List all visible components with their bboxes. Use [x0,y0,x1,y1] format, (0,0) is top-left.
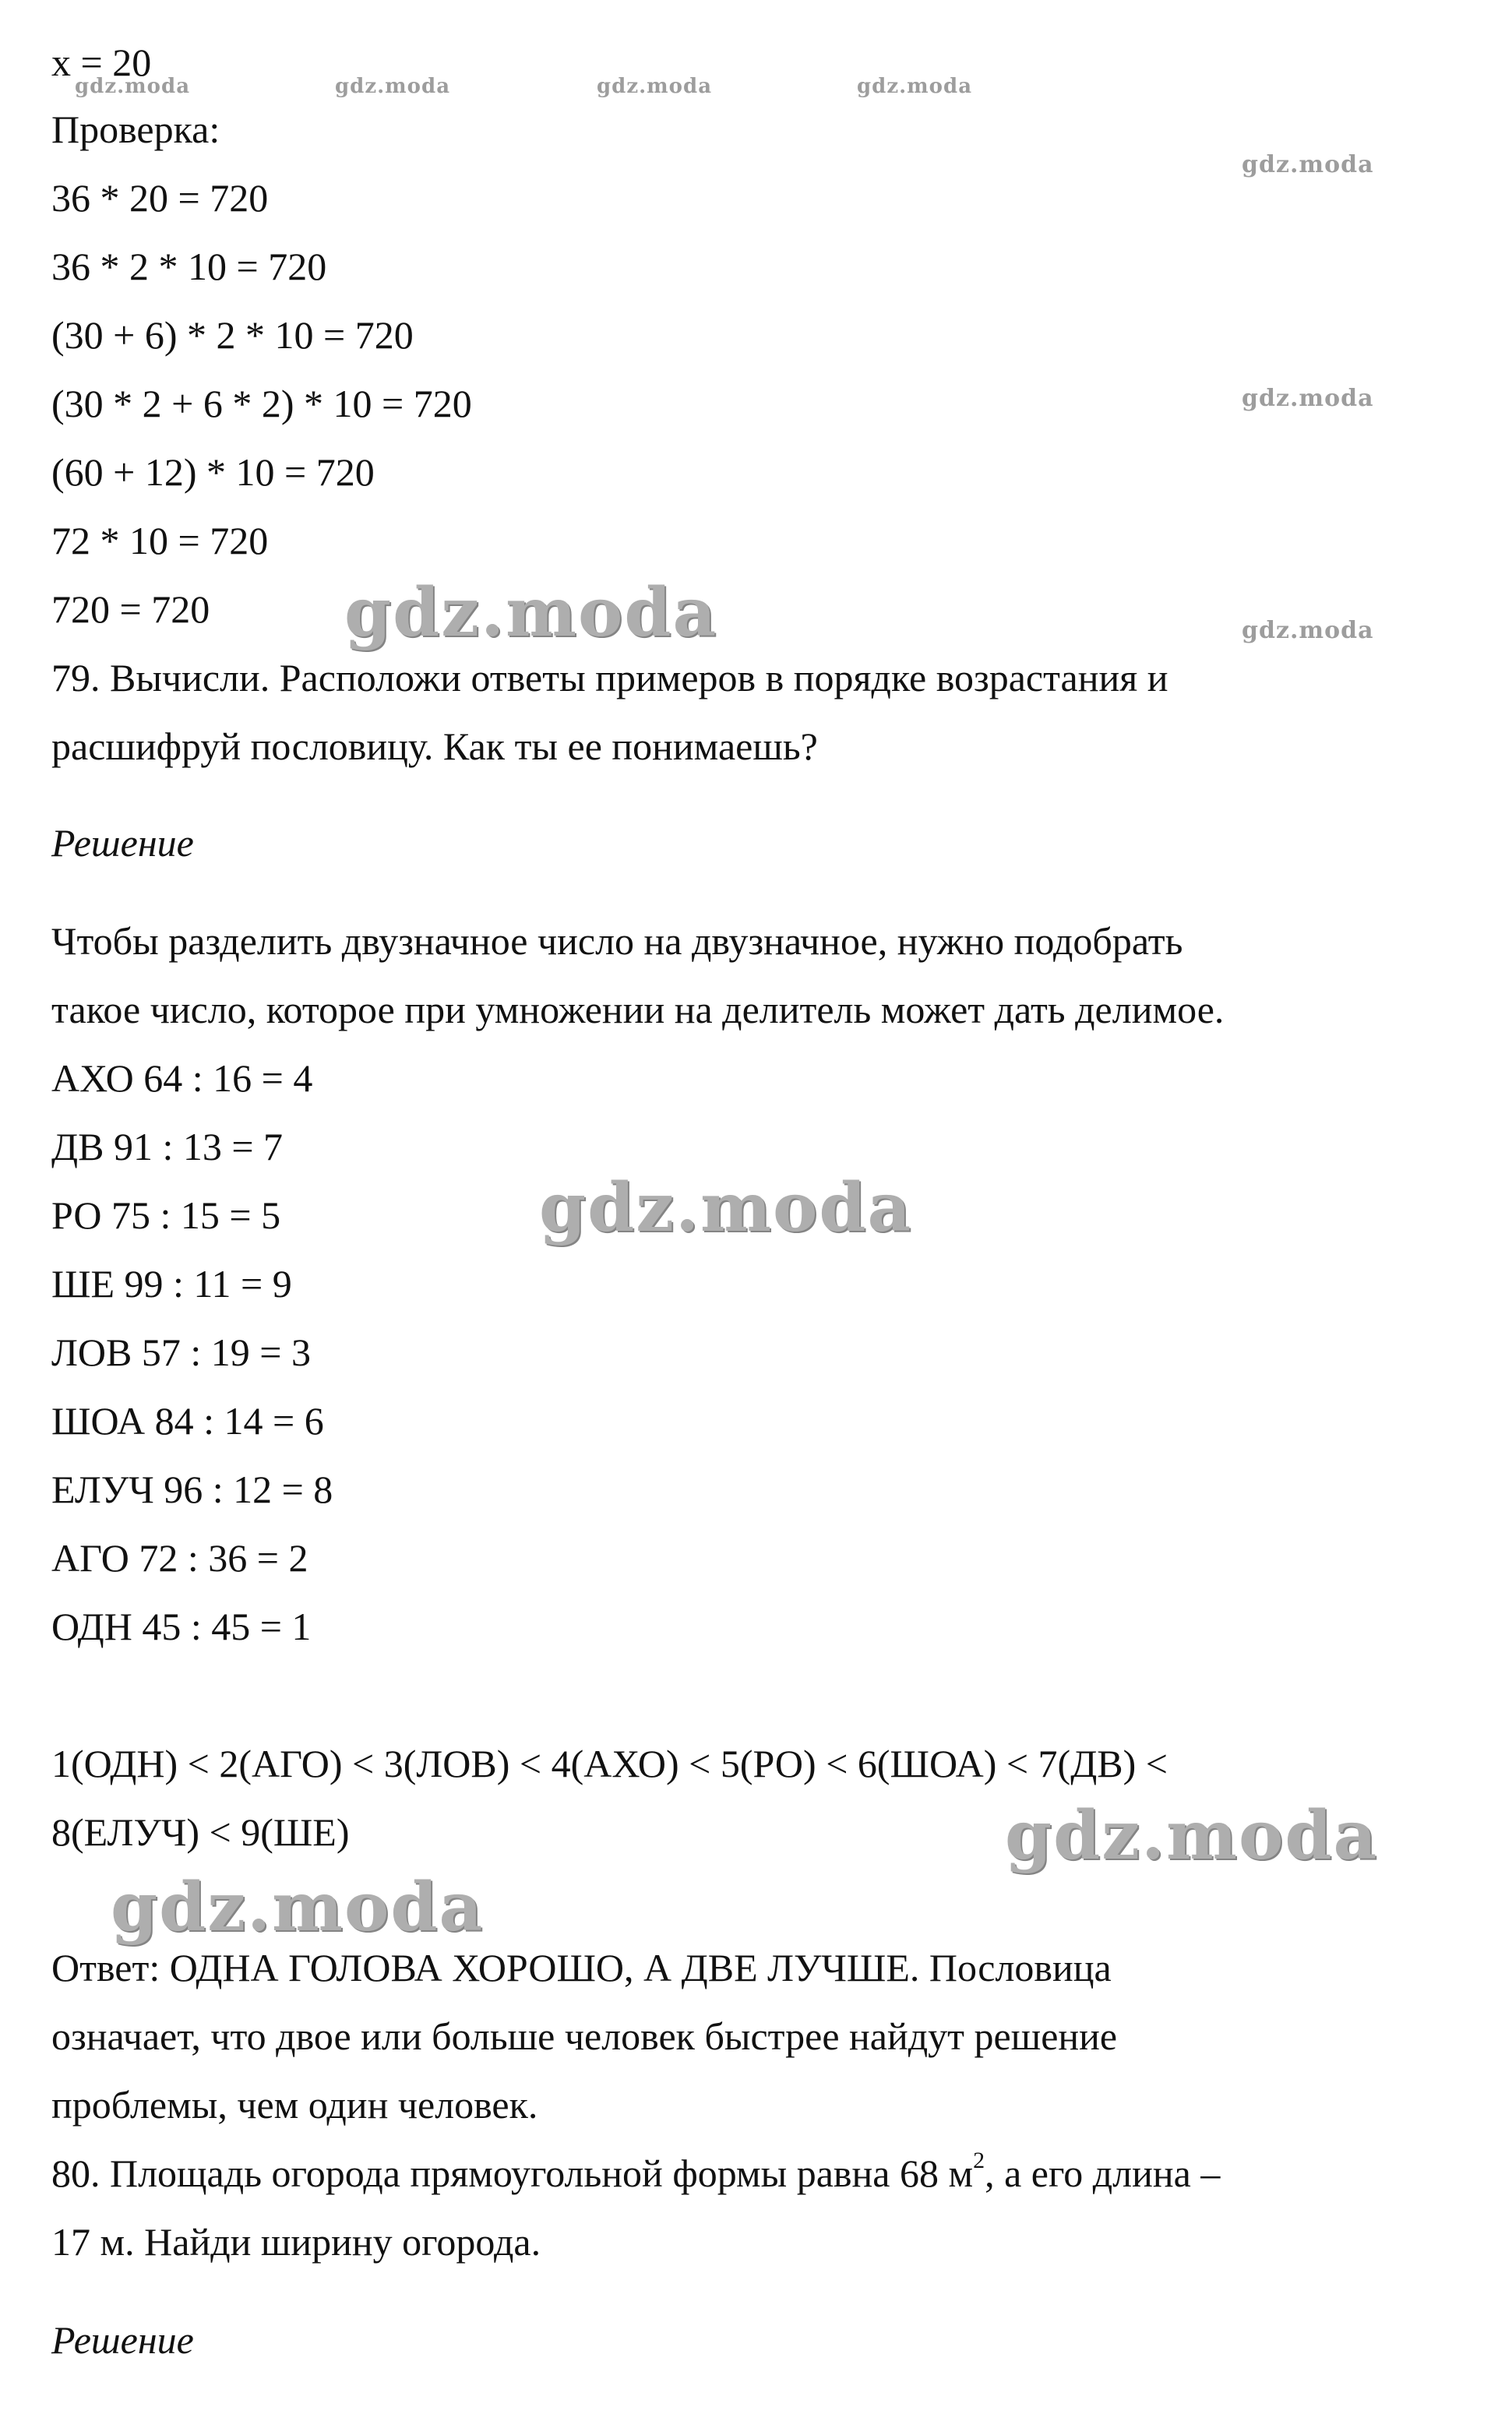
task-80-statement: 17 м. Найди ширину огорода. [51,2220,541,2264]
ordering-line: 8(ЕЛУЧ) < 9(ШЕ) [51,1810,350,1854]
division-line: ШОА 84 : 14 = 6 [51,1399,324,1443]
check-heading: Проверка: [51,107,220,151]
task-80-text: , а его длина – [985,2151,1221,2195]
equation-line: 36 * 20 = 720 [51,176,269,220]
division-line: РО 75 : 15 = 5 [51,1193,281,1237]
equation-line: x = 20 [51,41,152,84]
equation-line: 36 * 2 * 10 = 720 [51,245,327,288]
watermark: gdz.moda [1005,1796,1379,1875]
task-79-statement: расшифруй пословицу. Как ты ее понимаешь? [51,724,818,768]
division-line: ЕЛУЧ 96 : 12 = 8 [51,1468,333,1511]
watermark: gdz.moda [344,573,718,652]
division-line: АГО 72 : 36 = 2 [51,1536,308,1580]
watermark: gdz.moda [1242,617,1374,644]
answer-text: Ответ: ОДНА ГОЛОВА ХОРОШО, А ДВЕ ЛУЧШЕ. Пословица [51,1946,1112,1989]
equation-line: (30 + 6) * 2 * 10 = 720 [51,313,414,357]
equation-line: (60 + 12) * 10 = 720 [51,450,375,494]
watermark: gdz.moda [335,75,451,98]
solution-heading: Решение [51,821,194,865]
watermark: gdz.moda [857,75,973,98]
ordering-line: 1(ОДН) < 2(АГО) < 3(ЛОВ) < 4(АХО) < 5(РО) < 6(ШОА) < 7(ДВ) < [51,1742,1168,1785]
division-line: АХО 64 : 16 = 4 [51,1056,313,1100]
task-80-statement [51,2150,1220,2197]
answer-text: означает, что двое или больше человек быстрее найдут решение [51,2014,1118,2058]
watermark: gdz.moda [111,1868,485,1947]
equation-line: 72 * 10 = 720 [51,519,269,562]
watermark: gdz.moda [1242,385,1374,412]
explanation-text: Чтобы разделить двузначное число на двузначное, нужно подобрать [51,919,1183,963]
equation-line: 720 = 720 [51,587,210,631]
equation-line: (30 * 2 + 6 * 2) * 10 = 720 [51,382,472,425]
division-line: ШЕ 99 : 11 = 9 [51,1262,292,1306]
task-80-text: 80. Площадь огорода прямоугольной формы равна 68 м [51,2151,974,2195]
watermark: gdz.moda [539,1168,913,1247]
squared-superscript: 2 [973,2148,985,2174]
watermark: gdz.moda [1242,151,1374,178]
division-line: ДВ 91 : 13 = 7 [51,1125,284,1168]
task-79-statement: 79. Вычисли. Расположи ответы примеров в порядке возрастания и [51,656,1168,700]
solution-heading: Решение [51,2318,194,2362]
division-line: ОДН 45 : 45 = 1 [51,1605,312,1648]
watermark: gdz.moda [597,75,713,98]
watermark: gdz.moda [75,75,191,98]
explanation-text: такое число, которое при умножении на делитель может дать делимое. [51,988,1225,1031]
division-line: ЛОВ 57 : 19 = 3 [51,1330,311,1374]
answer-text: проблемы, чем один человек. [51,2083,538,2127]
